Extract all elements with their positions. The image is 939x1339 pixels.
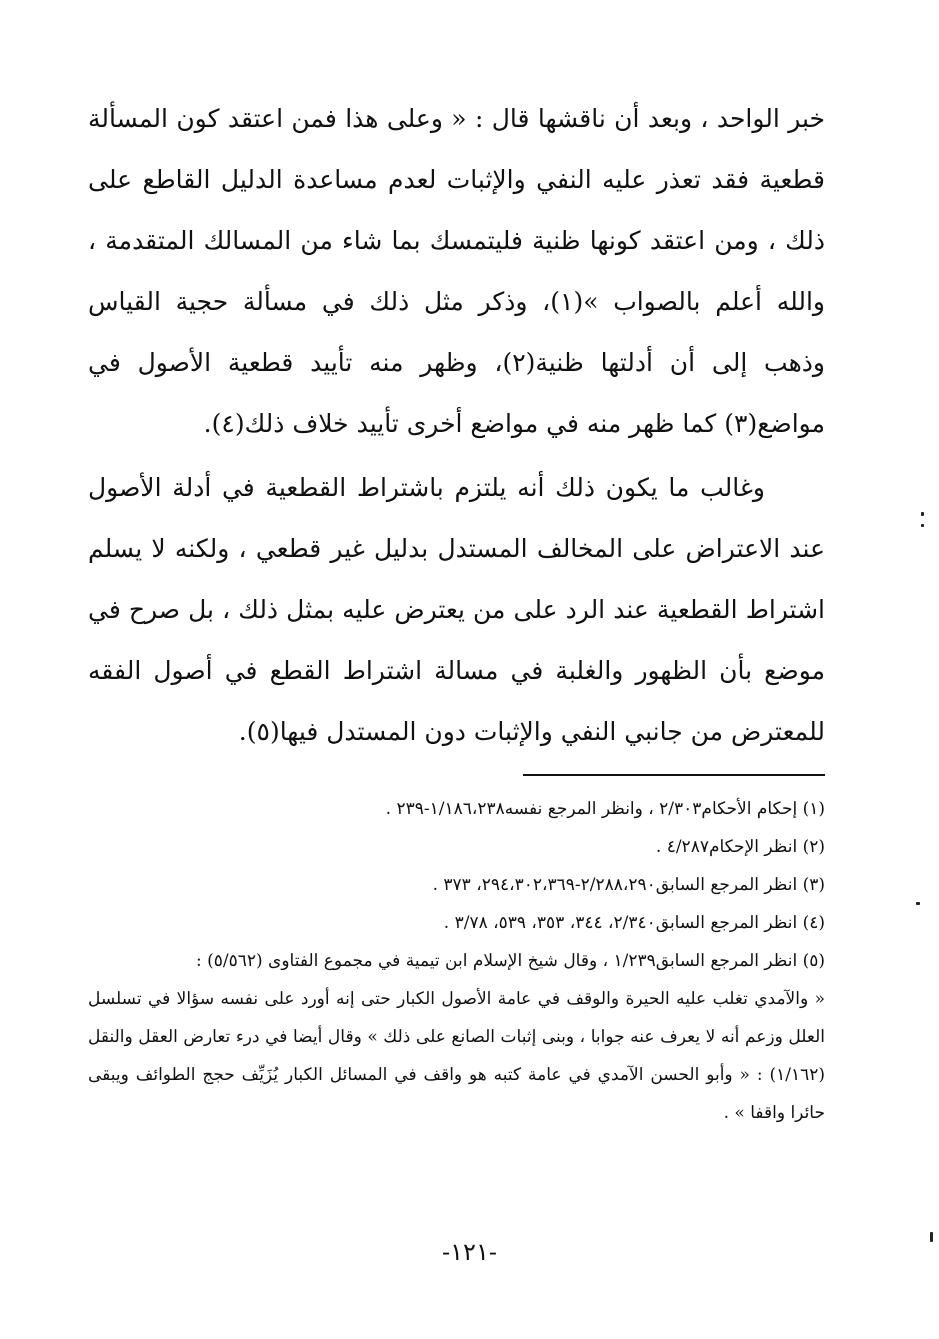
footnote-5: (٥) انظر المرجع السابق١/٢٣٩ ، وقال شيخ الإسلام ابن تيمية في مجموع الفتاوى (٥/٥٦٢) : (195, 951, 825, 971)
scan-speck (921, 512, 924, 516)
footnote-1: (١) إحكام الأحكام٢/٣٠٣ ، وانظر المرجع نفسه١/١٨٦،٢٣٨-٢٣٩ . (385, 799, 825, 819)
footnote-separator (523, 774, 825, 776)
main-text (88, 88, 825, 762)
scan-speck (916, 902, 920, 905)
footnote-2: (٢) انظر الإحكام٤/٢٨٧ . (655, 837, 825, 857)
footnotes (88, 790, 825, 1132)
scan-speck (921, 524, 924, 527)
footnote-3: (٣) انظر المرجع السابق٢/٢٨٨،٢٩٠-٢٩٤،٣٠٢،٣٦٩، ٣٧٣ . (432, 875, 825, 895)
page-number: -١٢١- (442, 1238, 497, 1266)
footnote-5-quote: « والآمدي تغلب عليه الحيرة والوقف في عامة الأصول الكبار حتى إنه أورد على نفسه سؤالا في تسلسل العلل وزعم أنه لا يعرف عنه جوابا ، وبنى إثبات الصانع على ذلك » وقال أيضا في درء تعارض العقل والنقل (١/١٦٢) : « وأبو الحسن الآمدي في عامة كتبه هو واقف في المسائل الكبار يُزَيِّف حجج الطوائف ويبقى حائرا واقفا » . (88, 989, 825, 1123)
scan-speck (930, 1232, 933, 1242)
paragraph-1: خبر الواحد ، وبعد أن ناقشها قال : « وعلى هذا فمن اعتقد كون المسألة قطعية فقد تعذر عليه النفي والإثبات لعدم مساعدة الدليل القاطع على ذلك ، ومن اعتقد كونها ظنية فليتمسك بما شاء من المسالك المتقدمة ، والله أعلم بالصواب »(١)، وذكر مثل ذلك في مسألة حجية القياس وذهب إلى أن أدلتها ظنية(٢)، وظهر منه تأييد قطعية الأصول في مواضع(٣) كما ظهر منه في مواضع أخرى تأييد خلاف ذلك(٤). (88, 104, 826, 438)
footnote-4: (٤) انظر المرجع السابق٢/٣٤٠، ٣٤٤، ٣٥٣، ٥٣٩، ٣/٧٨ . (443, 913, 825, 933)
paragraph-2: وغالب ما يكون ذلك أنه يلتزم باشتراط القطعية في أدلة الأصول عند الاعتراض على المخالف المستدل بدليل غير قطعي ، ولكنه لا يسلم اشتراط القطعية عند الرد على من يعترض عليه بمثل ذلك ، بل صرح في موضع بأن الظهور والغلبة في مسالة اشتراط القطع في أصول الفقه للمعترض من جانبي النفي والإثبات دون المستدل فيها(٥). (88, 473, 825, 746)
